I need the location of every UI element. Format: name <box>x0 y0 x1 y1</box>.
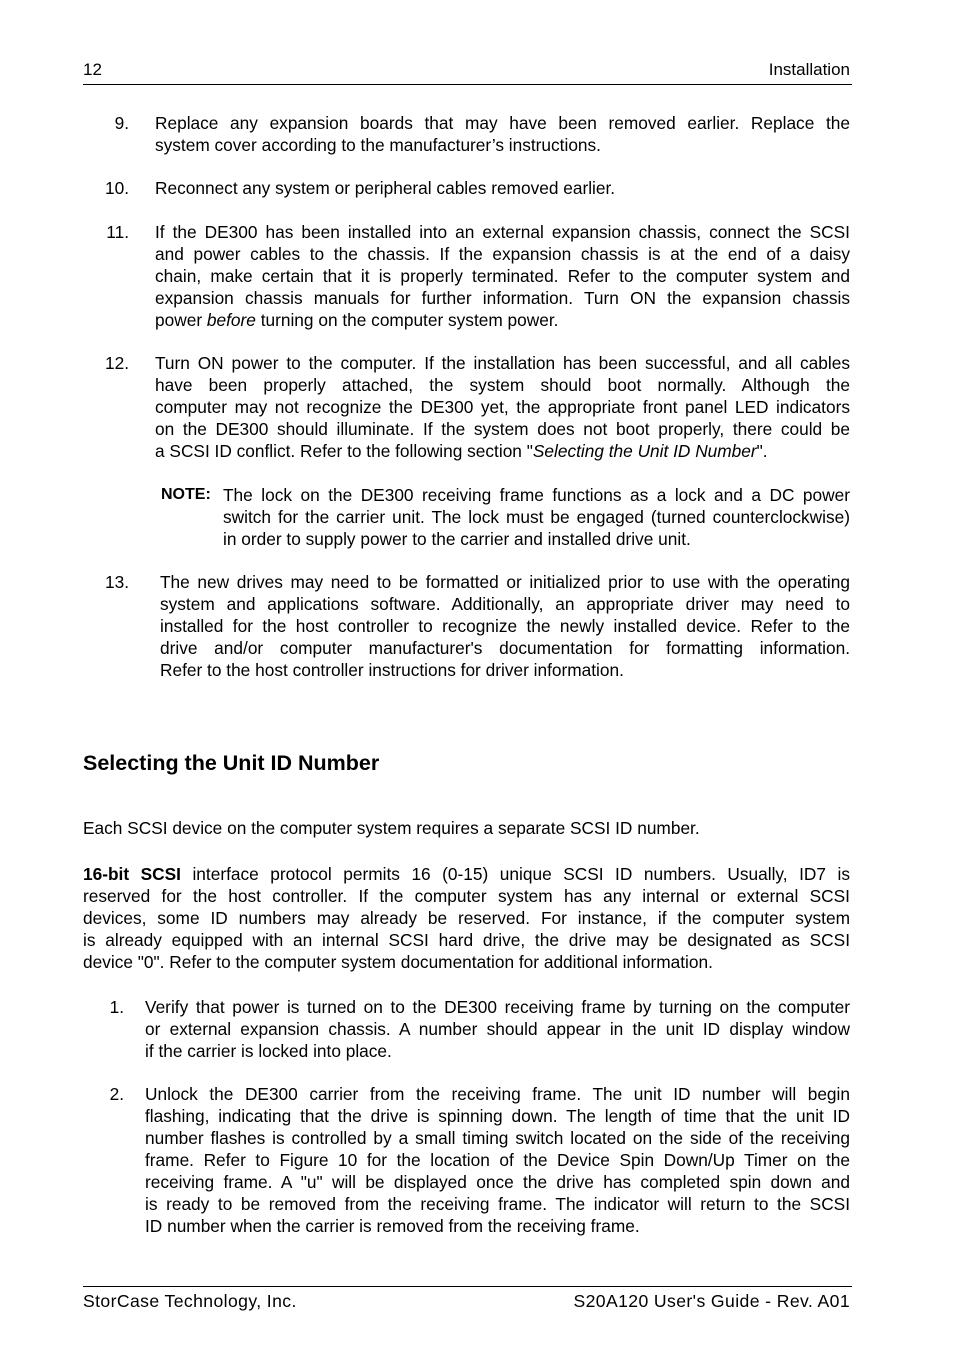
step-11-last-line <box>155 309 850 331</box>
step-11-number: 11. <box>106 222 129 242</box>
footer-company: StorCase Technology, Inc. <box>83 1291 297 1311</box>
footer-document-title: S20A120 User's Guide - Rev. A01 <box>573 1291 850 1311</box>
id-step-2-line: ID number when the carrier is removed from the receiving frame. <box>145 1216 640 1236</box>
id-step-2-line: is ready to be removed from the receiving frame. The indicator will return to the SCSI <box>145 1194 850 1214</box>
scsi-16bit-line: reserved for the host controller. If the computer system has any internal or external SCSI <box>83 886 850 906</box>
scsi-16bit-line: device "0". Refer to the computer system documentation for additional information. <box>83 952 713 972</box>
step-12-line: Turn ON power to the computer. If the installation has been successful, and all cables <box>155 353 850 373</box>
id-step-2-line: Unlock the DE300 carrier from the receiving frame. The unit ID number will begin <box>145 1084 850 1104</box>
id-step-2-line: number flashes is controlled by a small timing switch located on the side of the receiving <box>145 1128 850 1148</box>
footer-rule <box>83 1286 852 1287</box>
id-step-2-text <box>145 1083 850 1237</box>
step-9-line: system cover according to the manufacturer’s instructions. <box>155 135 601 155</box>
scsi-16bit-term: 16-bit SCSI <box>83 864 181 884</box>
step-9-line: Replace any expansion boards that may have been removed earlier. Replace the <box>155 113 850 133</box>
id-step-1-text <box>145 996 850 1062</box>
id-step-2-line: frame. Refer to Figure 10 for the location of the Device Spin Down/Up Timer on the <box>145 1150 850 1170</box>
header-rule <box>83 84 852 85</box>
section-heading: Selecting the Unit ID Number <box>83 751 380 775</box>
scsi-16bit-first-line-rest: interface protocol permits 16 (0-15) unique SCSI ID numbers. Usually, ID7 is <box>180 864 850 884</box>
id-step-1-line: Verify that power is turned on to the DE300 receiving frame by turning on the computer <box>145 997 850 1017</box>
running-header-section: Installation <box>768 60 850 79</box>
step-12-line: on the DE300 should illuminate. If the system does not boot properly, there could be <box>155 419 850 439</box>
step-12-number: 12. <box>104 353 129 373</box>
step-11-text-pre: power <box>155 310 207 330</box>
step-9-number: 9. <box>114 113 129 133</box>
section-intro-text: Each SCSI device on the computer system requires a separate SCSI ID number. <box>83 818 700 838</box>
step-13-number: 13. <box>104 572 129 592</box>
step-12-section-reference: Selecting the Unit ID Number <box>532 441 757 461</box>
id-step-2-line: flashing, indicating that the drive is spinning down. The length of time that the unit ID <box>145 1106 850 1126</box>
id-step-2-number: 2. <box>109 1084 124 1104</box>
section-intro <box>83 817 850 839</box>
step-11-line: and power cables to the chassis. If the expansion chassis is at the end of a daisy <box>155 244 850 264</box>
scsi-16bit-first-line <box>83 863 850 885</box>
page-number: 12 <box>83 60 102 79</box>
step-10-line: Reconnect any system or peripheral cables removed earlier. <box>155 178 616 198</box>
step-11-line: chain, make certain that it is properly terminated. Refer to the computer system and <box>155 266 850 286</box>
note-line: The lock on the DE300 receiving frame functions as a lock and a DC power <box>223 485 850 505</box>
scsi-16bit-line: devices, some ID numbers may already be reserved. For instance, if the computer system <box>83 908 850 928</box>
step-12-text <box>155 352 850 462</box>
note-line: in order to supply power to the carrier and installed drive unit. <box>223 529 691 549</box>
step-10-number: 10. <box>104 178 129 198</box>
step-11-emphasis: before <box>206 310 256 330</box>
step-11-line: If the DE300 has been installed into an external expansion chassis, connect the SCSI <box>155 222 850 242</box>
step-12-line: have been properly attached, the system should boot normally. Although the <box>155 375 850 395</box>
step-12-last-line <box>155 440 850 462</box>
note-label: NOTE: <box>161 486 211 503</box>
note-text <box>223 484 850 550</box>
step-9-text <box>155 112 850 156</box>
id-step-1-line: or external expansion chassis. A number should appear in the unit ID display window <box>145 1019 850 1039</box>
step-12-text-post: ". <box>756 441 768 461</box>
step-13-line: installed for the host controller to recognize the newly installed device. Refer to the <box>160 616 850 636</box>
step-13-line: drive and/or computer manufacturer's documentation for formatting information. <box>160 638 850 658</box>
step-13-line: Refer to the host controller instructions for driver information. <box>160 660 624 680</box>
id-step-1-number: 1. <box>109 997 124 1017</box>
note-line: switch for the carrier unit. The lock must be engaged (turned counterclockwise) <box>223 507 850 527</box>
step-11-text-post: turning on the computer system power. <box>255 310 559 330</box>
step-13-text <box>160 571 850 681</box>
step-10-text <box>155 177 850 199</box>
step-13-line: The new drives may need to be formatted or initialized prior to use with the operating <box>160 572 850 592</box>
step-12-line: computer may not recognize the DE300 yet, the appropriate front panel LED indicators <box>155 397 850 417</box>
id-step-2-line: receiving frame. A "u" will be displayed once the drive has completed spin down and <box>145 1172 850 1192</box>
step-12-text-pre: a SCSI ID conflict. Refer to the following section " <box>155 441 533 461</box>
step-11-line: expansion chassis manuals for further information. Turn ON the expansion chassis <box>155 288 850 308</box>
scsi-16bit-line: is already equipped with an internal SCSI hard drive, the drive may be designated as SCSI <box>83 930 850 950</box>
id-step-1-line: if the carrier is locked into place. <box>145 1041 392 1061</box>
scsi-16bit-paragraph <box>83 863 850 973</box>
step-13-line: system and applications software. Additionally, an appropriate driver may need to <box>160 594 850 614</box>
step-11-text <box>155 221 850 331</box>
